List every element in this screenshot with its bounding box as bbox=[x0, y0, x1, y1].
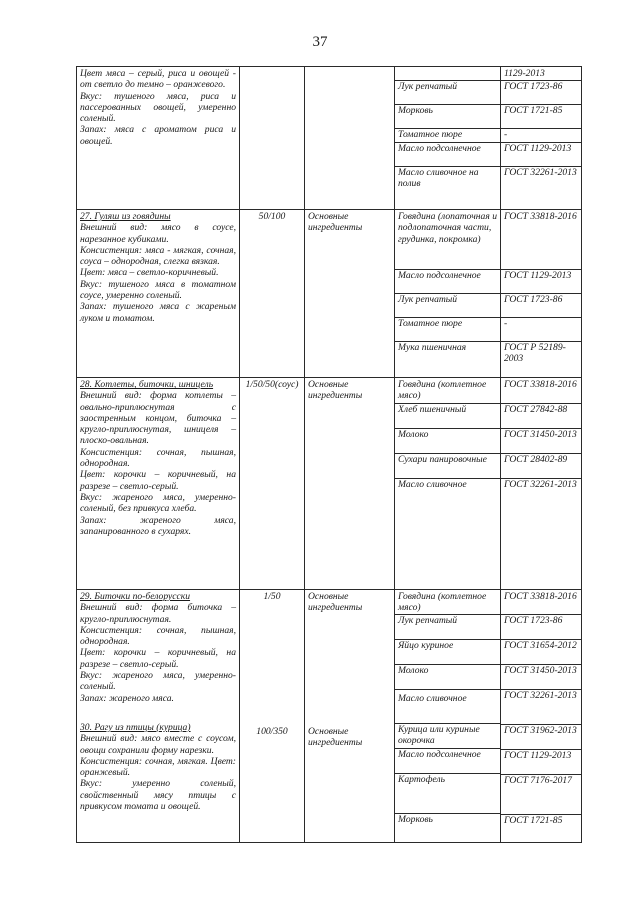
output-cell: 50/100 bbox=[240, 210, 305, 378]
description-line: Внешний вид: форма биточка – кругло-приплюснутая. bbox=[80, 602, 236, 625]
description-line: Цвет мяса – серый, риса и овощей - от светло до темно – оранжевого. bbox=[80, 68, 236, 91]
description-line: Цвет: корочки – коричневый, на разрезе – светло-серый. bbox=[80, 647, 236, 670]
description-line: Консистенция: сочная, мягкая. Цвет: оранжевый. bbox=[80, 755, 236, 779]
standard-item: 1129-2013 bbox=[504, 68, 545, 79]
specification-table bbox=[76, 66, 582, 843]
description-line: Внешний вид: форма котлеты – овально-приплюснутая с заостренным концом, биточка – кругло-приплюснутая, шницеля – плоско-овальная. bbox=[80, 390, 236, 447]
page-number: 37 bbox=[312, 34, 328, 50]
description-line: Вкус: жареного мяса, умеренно-соленый. bbox=[80, 670, 236, 693]
ingredient-item: Лук репчатый bbox=[395, 293, 500, 317]
group-cell bbox=[305, 67, 395, 210]
ingredient-item: Картофель bbox=[395, 773, 500, 813]
group-label: Основные ингредиенты bbox=[308, 726, 363, 749]
group-cell: Основные ингредиенты bbox=[305, 378, 395, 590]
group-cell: Основные ингредиенты bbox=[305, 210, 395, 378]
table-row bbox=[77, 590, 582, 843]
standards-cell bbox=[501, 378, 582, 590]
ingredient-item: Морковь bbox=[395, 104, 500, 128]
standard-item: ГОСТ 1721-85 bbox=[501, 104, 581, 128]
dish-description-cell bbox=[77, 210, 240, 378]
ingredient-item: Хлеб пшеничный bbox=[395, 403, 500, 428]
ingredients-cell bbox=[395, 590, 501, 843]
description-line: Консистенция: мяса - мягкая, сочная, соуса – однородная, слегка вязкая. bbox=[80, 244, 236, 268]
ingredient-item: Курица или куриные окорочка bbox=[395, 723, 500, 748]
standard-item: ГОСТ 32261-2013 bbox=[501, 689, 581, 724]
standard-item: ГОСТ 1723-86 bbox=[501, 80, 581, 104]
dish-description-cell bbox=[77, 590, 240, 843]
description-line: Запах: мяса с ароматом риса и овощей. bbox=[80, 124, 236, 147]
standards-cell bbox=[501, 210, 582, 378]
standard-item: ГОСТ 1723-86 bbox=[501, 614, 581, 639]
ingredient-item: Лук репчатый bbox=[395, 80, 500, 104]
standard-item: ГОСТ 33818-2016 bbox=[504, 591, 577, 602]
standard-item: - bbox=[501, 317, 581, 341]
standard-item: ГОСТ 31450-2013 bbox=[501, 428, 581, 453]
output-cell bbox=[240, 590, 305, 843]
ingredient-item: Лук репчатый bbox=[395, 614, 500, 639]
description-line: Запах: жареного мяса, запанированного в сухарях. bbox=[80, 514, 236, 537]
standard-item: ГОСТ 1721-85 bbox=[501, 814, 581, 826]
description-line: Вкус: жареного мяса, умеренно-соленый, без привкуса хлеба. bbox=[80, 491, 236, 515]
ingredient-item: Молоко bbox=[395, 664, 500, 689]
ingredients-cell bbox=[395, 67, 501, 210]
ingredient-item: Масло сливочное на полив bbox=[395, 166, 500, 190]
ingredient-item bbox=[395, 68, 500, 80]
output-cell: 1/50/50(соус) bbox=[240, 378, 305, 590]
ingredient-item: Томатное пюре bbox=[395, 128, 500, 142]
description-line: Вкус: тушеного мяса, риса и пассерованных овощей, умеренно соленый. bbox=[80, 90, 236, 125]
description-line: Внешний вид: мясо вместе с соусом, овощи сохранили форму нарезки. bbox=[80, 733, 236, 756]
standard-item: ГОСТ 28402-89 bbox=[501, 453, 581, 478]
ingredient-item: Яйцо куриное bbox=[395, 639, 500, 664]
standard-item: ГОСТ 1129-2013 bbox=[501, 269, 581, 293]
ingredient-item: Говядина (котлетное мясо) bbox=[398, 591, 487, 614]
standard-item: ГОСТ 1723-86 bbox=[501, 293, 581, 317]
standard-item: ГОСТ 33818-2016 bbox=[504, 379, 577, 390]
dish-title: 30. Рагу из птицы (курица) bbox=[80, 721, 191, 733]
dish-description-cell bbox=[77, 378, 240, 590]
description-line: Вкус: умеренно соленый, свойственный мясу птицы с привкусом томата и овощей. bbox=[80, 778, 236, 813]
ingredient-item: Молоко bbox=[395, 428, 500, 453]
standard-item: ГОСТ 33818-2016 bbox=[504, 211, 577, 222]
ingredient-item: Масло сливочное bbox=[395, 478, 500, 490]
dish-title: 28. Котлеты, биточки, шницель bbox=[80, 379, 214, 390]
table-row bbox=[77, 378, 582, 590]
ingredient-item: Масло подсолнечное bbox=[395, 142, 500, 166]
group-label: Основные ингредиенты bbox=[308, 591, 363, 614]
description-line: Вкус: тушеного мяса в томатном соусе, умеренно соленый. bbox=[80, 278, 236, 302]
description-line: Запах: тушеного мяса с жареным луком и томатом. bbox=[80, 301, 236, 324]
standard-item: ГОСТ 7176-2017 bbox=[501, 774, 581, 814]
ingredient-item: Морковь bbox=[395, 813, 500, 825]
standard-item: ГОСТ 27842-88 bbox=[501, 403, 581, 428]
ingredient-item: Масло подсолнечное bbox=[395, 748, 500, 773]
output-cell bbox=[240, 67, 305, 210]
ingredient-item: Масло сливочное bbox=[395, 689, 500, 723]
standard-item: ГОСТ 31962-2013 bbox=[501, 724, 581, 749]
standards-cell bbox=[501, 590, 582, 843]
description-line: Консистенция: сочная, пышная, однородная. bbox=[80, 624, 236, 648]
table-row bbox=[77, 210, 582, 378]
standard-item: ГОСТ 31654-2012 bbox=[501, 639, 581, 664]
dish-title: 29. Биточки по-белорусски bbox=[80, 591, 191, 602]
ingredient-item: Томатное пюре bbox=[395, 317, 500, 341]
ingredients-cell bbox=[395, 210, 501, 378]
standard-item: - bbox=[501, 128, 581, 142]
standard-item: ГОСТ 1129-2013 bbox=[501, 142, 581, 166]
group-cell bbox=[305, 590, 395, 843]
description-line: Внешний вид: мясо в соусе, нарезанное кубиками. bbox=[80, 222, 236, 245]
description-line: Цвет: корочки – коричневый, на разрезе – светло-серый. bbox=[80, 469, 236, 492]
standard-item: ГОСТ 1129-2013 bbox=[501, 749, 581, 774]
dish-title: 27. Гуляш из говядины bbox=[80, 211, 171, 222]
standard-item: ГОСТ Р 52189-2003 bbox=[501, 341, 581, 365]
ingredient-item: Говядина (котлетное мясо) bbox=[398, 379, 487, 402]
standard-item: ГОСТ 32261-2013 bbox=[501, 478, 581, 490]
ingredients-cell bbox=[395, 378, 501, 590]
output-value: 100/350 bbox=[256, 726, 288, 738]
table-row bbox=[77, 67, 582, 210]
description-line: Запах: жареного мяса. bbox=[80, 692, 174, 704]
standard-item: ГОСТ 32261-2013 bbox=[501, 166, 581, 178]
standards-cell bbox=[501, 67, 582, 210]
description-line: Консистенция: сочная, пышная, однородная. bbox=[80, 446, 236, 470]
ingredient-item: Масло подсолнечное bbox=[395, 269, 500, 293]
ingredient-item: Говядина (лопаточная и подлопаточная части, грудинка, покромка) bbox=[398, 211, 498, 245]
dish-description-cell bbox=[77, 67, 240, 210]
standard-item: ГОСТ 31450-2013 bbox=[501, 664, 581, 689]
output-value: 1/50 bbox=[263, 591, 281, 602]
ingredient-item: Мука пшеничная bbox=[395, 341, 500, 353]
ingredient-item: Сухари панировочные bbox=[395, 453, 500, 478]
description-line: Цвет: мяса – светло-коричневый. bbox=[80, 267, 219, 279]
